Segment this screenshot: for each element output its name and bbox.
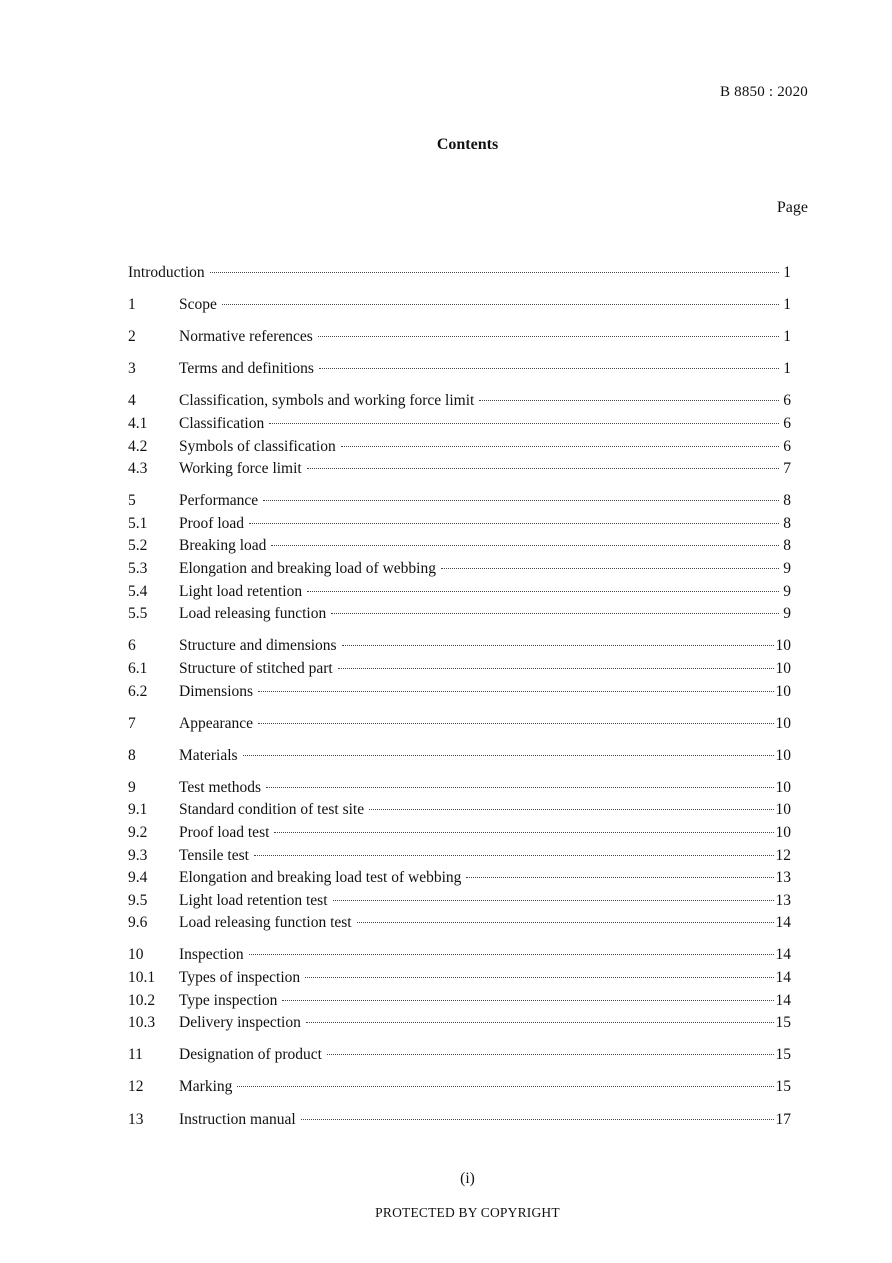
toc-entry-number: 7 — [128, 714, 136, 732]
toc-entry-title: Appearance — [179, 714, 254, 732]
toc-entry-page: 15 — [775, 1046, 791, 1064]
toc-entry-page: 15 — [775, 1078, 791, 1096]
dot-leader — [333, 884, 774, 901]
toc-entry-number: 12 — [128, 1078, 144, 1096]
toc-entry-title: Symbols of classification — [179, 437, 336, 455]
toc-entry-title: Light load retention — [179, 582, 303, 600]
toc-entry[interactable] — [128, 1010, 791, 1033]
dot-leader — [479, 384, 779, 401]
toc-entry-title: Proof load — [179, 514, 245, 532]
toc-entry-number: 9.1 — [128, 801, 148, 819]
toc-entry-number: 5.3 — [128, 560, 148, 578]
toc-group — [128, 488, 791, 624]
toc-entry-title: Elongation and breaking load of webbing — [179, 560, 436, 578]
toc-entry-number: 11 — [128, 1046, 143, 1064]
toc-entry-page: 15 — [775, 1014, 791, 1032]
toc-entry-page: 6 — [783, 437, 791, 455]
toc-entry-number: 5 — [128, 492, 136, 510]
toc-entry[interactable] — [128, 1074, 791, 1097]
toc-entry-page: 1 — [783, 264, 791, 281]
toc-entry-title: Elongation and breaking load test of webbing — [179, 869, 462, 887]
toc-entry-number: 9 — [128, 778, 136, 796]
toc-entry-number: 9.6 — [128, 914, 148, 932]
dot-leader — [254, 839, 774, 856]
toc-entry-title: Structure of stitched part — [179, 659, 333, 677]
toc-entry-title: Load releasing function — [179, 605, 327, 623]
dot-leader — [319, 352, 779, 369]
toc-entry-page: 10 — [775, 682, 791, 700]
toc-entry-title: Scope — [179, 296, 217, 314]
toc-entry-number: 5.5 — [128, 605, 148, 623]
toc-entry-page: 9 — [783, 560, 791, 578]
toc-group — [128, 1074, 791, 1097]
toc-entry-page: 10 — [775, 637, 791, 655]
dot-leader — [301, 1103, 774, 1120]
toc-entry-page: 1 — [783, 296, 791, 314]
toc-entry-number: 10.2 — [128, 991, 156, 1009]
toc-group — [128, 388, 791, 478]
toc-entry-title: Standard condition of test site — [179, 801, 365, 819]
toc-entry-number: 4.1 — [128, 414, 148, 432]
toc-group — [128, 356, 791, 379]
toc-entry-number: 1 — [128, 296, 136, 314]
toc-entry-page: 10 — [775, 714, 791, 732]
toc-entry-number: 9.2 — [128, 823, 148, 841]
toc-entry-number: 13 — [128, 1110, 144, 1128]
toc-entry-title: Designation of product — [179, 1046, 322, 1064]
toc-entry-page: 14 — [775, 914, 791, 932]
toc-entry-number: 9.3 — [128, 846, 148, 864]
toc-entry-title: Instruction manual — [179, 1110, 296, 1128]
toc-entry-title: Proof load test — [179, 823, 270, 841]
toc-entry-page: 14 — [775, 991, 791, 1009]
dot-leader — [237, 1070, 773, 1087]
toc-entry[interactable] — [128, 356, 791, 379]
dot-leader — [269, 407, 779, 424]
toc-group — [128, 711, 791, 734]
toc-entry-page: 14 — [775, 969, 791, 987]
toc-entry-page: 9 — [783, 605, 791, 623]
toc-entry-page: 10 — [775, 801, 791, 819]
copyright-notice: PROTECTED BY COPYRIGHT — [375, 1205, 560, 1220]
toc-entry-title: Inspection — [179, 946, 244, 964]
toc-entry-number: 6.2 — [128, 682, 148, 700]
page-column-label: Page — [776, 199, 808, 216]
toc-group — [128, 324, 791, 347]
dot-leader — [338, 652, 774, 669]
dot-leader — [271, 529, 779, 546]
toc-entry-page: 12 — [775, 846, 791, 864]
toc-entry-page: 7 — [783, 460, 791, 478]
dot-leader — [249, 938, 774, 955]
toc-entry-title: Type inspection — [179, 991, 278, 1009]
dot-leader — [306, 1006, 774, 1023]
toc-entry-page: 8 — [783, 492, 791, 510]
toc-entry-page: 6 — [783, 414, 791, 432]
dot-leader — [342, 629, 774, 646]
toc-entry-title: Types of inspection — [179, 969, 301, 987]
toc-entry[interactable] — [128, 743, 791, 766]
toc-entry-title: Breaking load — [179, 537, 267, 555]
toc-entry-page: 17 — [775, 1110, 791, 1128]
toc-group — [128, 260, 791, 283]
toc-entry-number: 3 — [128, 360, 136, 378]
toc-entry-title: Materials — [179, 746, 238, 764]
dot-leader — [258, 675, 773, 692]
toc-entry-title: Light load retention test — [179, 891, 328, 909]
toc-entry-number: 5.2 — [128, 537, 148, 555]
dot-leader — [369, 793, 773, 810]
toc-entry-title: Terms and definitions — [179, 360, 314, 378]
toc-entry-number: 10.3 — [128, 1014, 156, 1032]
dot-leader — [441, 552, 779, 569]
toc-group — [128, 1042, 791, 1065]
toc-entry-page: 13 — [775, 869, 791, 887]
toc-entry-page: 6 — [783, 392, 791, 410]
toc-entry-number: 9.4 — [128, 869, 148, 887]
table-of-contents — [128, 260, 791, 1139]
dot-leader — [243, 739, 774, 756]
toc-entry-title: Normative references — [179, 328, 313, 346]
toc-entry-number: 4.3 — [128, 460, 148, 478]
dot-leader — [282, 984, 773, 1001]
dot-leader — [466, 861, 773, 878]
toc-entry-page: 1 — [783, 360, 791, 378]
standard-number: B 8850 : 2020 — [719, 84, 808, 100]
toc-entry-number: 4.2 — [128, 437, 148, 455]
dot-leader — [266, 771, 773, 788]
toc-entry-page: 10 — [775, 778, 791, 796]
dot-leader — [263, 484, 779, 501]
toc-entry[interactable] — [128, 910, 791, 933]
toc-entry-title: Delivery inspection — [179, 1014, 301, 1032]
toc-entry-title: Dimensions — [179, 682, 254, 700]
toc-entry-number: 4 — [128, 392, 136, 410]
dot-leader — [274, 816, 773, 833]
toc-entry-page: 9 — [783, 582, 791, 600]
toc-entry-number: 5.4 — [128, 582, 148, 600]
toc-entry-number: 5.1 — [128, 514, 148, 532]
toc-entry-title: Tensile test — [179, 846, 249, 864]
page-title: Contents — [436, 136, 499, 153]
toc-entry-number: 10 — [128, 946, 144, 964]
dot-leader — [357, 906, 774, 923]
toc-entry[interactable] — [128, 260, 791, 283]
toc-group — [128, 633, 791, 701]
toc-entry-page: 10 — [775, 746, 791, 764]
toc-entry-title: Load releasing function test — [179, 914, 352, 932]
dot-leader — [307, 452, 779, 469]
toc-entry[interactable] — [128, 601, 791, 624]
toc-entry-title: Test methods — [179, 778, 262, 796]
dot-leader — [249, 507, 779, 524]
toc-entry[interactable] — [128, 679, 791, 702]
toc-entry-page: 13 — [775, 891, 791, 909]
toc-group — [128, 1107, 791, 1130]
toc-entry-page: 1 — [783, 328, 791, 346]
toc-group — [128, 743, 791, 766]
toc-entry[interactable] — [128, 456, 791, 479]
toc-entry-number: 8 — [128, 746, 136, 764]
dot-leader — [318, 320, 779, 337]
dot-leader — [222, 288, 779, 305]
dot-leader — [210, 256, 779, 273]
dot-leader — [307, 575, 779, 592]
toc-entry[interactable] — [128, 711, 791, 734]
toc-entry-title: Structure and dimensions — [179, 637, 337, 655]
toc-entry-page: 8 — [783, 537, 791, 555]
toc-entry-page: 10 — [775, 823, 791, 841]
dot-leader — [331, 597, 779, 614]
toc-entry-title: Marking — [179, 1078, 233, 1096]
toc-entry-number: 10.1 — [128, 969, 156, 987]
toc-entry-page: 14 — [775, 946, 791, 964]
toc-entry[interactable] — [128, 324, 791, 347]
toc-group — [128, 775, 791, 933]
toc-entry-number: 9.5 — [128, 891, 148, 909]
toc-entry-title: Classification, symbols and working force limit — [179, 392, 475, 410]
toc-entry[interactable] — [128, 1042, 791, 1065]
toc-entry-page: 10 — [775, 659, 791, 677]
toc-entry-number: 6 — [128, 637, 136, 655]
toc-entry-page: 8 — [783, 514, 791, 532]
toc-entry-title: Working force limit — [179, 460, 302, 478]
dot-leader — [341, 430, 779, 447]
dot-leader — [327, 1038, 774, 1055]
toc-entry[interactable] — [128, 1107, 791, 1130]
toc-entry-number: 2 — [128, 328, 136, 346]
toc-entry-title: Classification — [179, 414, 265, 432]
toc-group — [128, 292, 791, 315]
dot-leader — [258, 707, 773, 724]
toc-entry-title: Introduction — [128, 264, 205, 281]
toc-entry-number: 6.1 — [128, 659, 148, 677]
dot-leader — [305, 961, 773, 978]
toc-entry-title: Performance — [179, 492, 259, 510]
toc-entry[interactable] — [128, 292, 791, 315]
toc-group — [128, 942, 791, 1032]
footer-page-number: (i) — [460, 1170, 475, 1187]
